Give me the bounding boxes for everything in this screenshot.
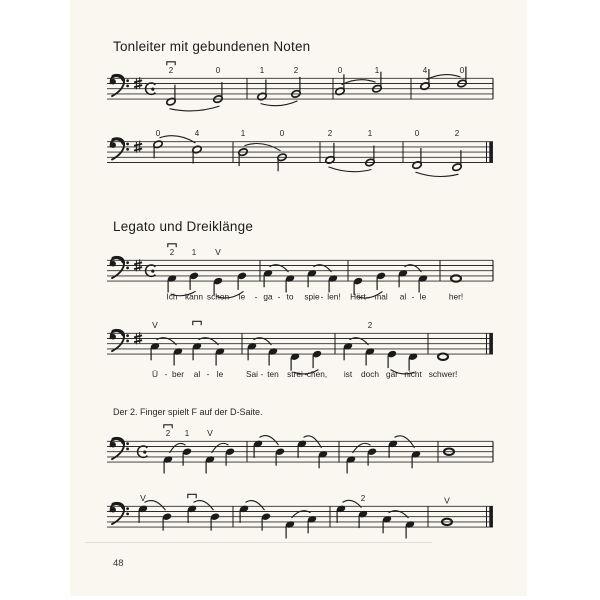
bass-clef-dot-icon	[126, 79, 129, 82]
lyric-syllable: her!	[448, 291, 464, 302]
bass-clef-icon	[113, 75, 123, 79]
slur	[261, 101, 298, 106]
sharp-icon	[134, 149, 142, 151]
bass-clef-dot-icon	[126, 143, 129, 146]
bass-clef-dot-icon	[126, 513, 129, 516]
lyric-syllable: -	[304, 369, 308, 379]
lyric-syllable: le	[238, 291, 246, 302]
fingering-label: 0	[459, 65, 465, 75]
lyric-syllable: nicht	[404, 369, 422, 379]
system-4	[107, 320, 493, 379]
bass-clef-icon	[113, 330, 123, 334]
instruction-text: Der 2. Finger spielt F auf der D-Saite.	[113, 407, 263, 417]
downbow-icon	[188, 494, 196, 498]
fingering-label: 2	[360, 493, 366, 503]
slur	[427, 75, 461, 80]
lyric-syllable: -	[320, 291, 324, 302]
upbow-icon: V	[152, 319, 158, 330]
lyric-syllable: gar	[386, 369, 398, 379]
lyric-syllable: -	[411, 291, 415, 302]
downbow-icon	[193, 321, 201, 325]
fingering-label: 1	[367, 129, 373, 139]
section-title-tonleiter: Tonleiter mit gebundenen Noten	[113, 39, 311, 54]
fingering-label: 2	[168, 65, 174, 75]
fingering-label: 0	[215, 65, 221, 75]
lyric-syllable: kann	[185, 291, 203, 302]
upbow-icon: V	[215, 246, 221, 257]
fingering-label: 2	[169, 247, 175, 257]
sharp-icon	[134, 262, 142, 264]
lyric-syllable: len!	[327, 291, 341, 302]
system-3	[107, 244, 493, 302]
bass-clef-icon	[113, 139, 123, 143]
upbow-icon: V	[207, 427, 213, 438]
fingering-label: 4	[194, 129, 200, 139]
lyric-syllable: mal	[374, 291, 388, 302]
system-1	[107, 62, 493, 111]
slur	[145, 501, 166, 511]
fingering-label: 0	[414, 129, 420, 139]
whole-note	[438, 354, 448, 360]
sharp-icon	[134, 85, 142, 87]
lyric-syllable: -	[164, 369, 168, 379]
lyric-syllable: chen,	[306, 369, 328, 379]
fingering-label: 1	[259, 65, 265, 75]
lyric-syllable: -	[260, 369, 264, 379]
fingering-label: 1	[374, 65, 380, 75]
page-number: 48	[113, 558, 124, 569]
sharp-icon	[134, 80, 142, 82]
page-crease-line	[85, 542, 432, 543]
fingering-label: 0	[337, 65, 343, 75]
slur	[304, 436, 322, 448]
lyric-syllable: strei	[287, 369, 303, 379]
upbow-icon: V	[444, 495, 450, 506]
slur	[416, 172, 459, 176]
common-time-icon	[151, 270, 154, 273]
whole-note	[451, 275, 461, 281]
bass-clef-dot-icon	[126, 448, 129, 451]
lyric-syllable: ga	[263, 291, 273, 302]
lyric-syllable: ber	[172, 369, 184, 379]
sharp-icon	[134, 335, 142, 337]
lyric-syllable: Hört	[350, 291, 366, 302]
final-barline	[489, 142, 493, 163]
sharp-icon	[134, 340, 142, 342]
common-time-icon	[143, 451, 146, 454]
fingering-label: 0	[155, 129, 161, 139]
fingering-label: 2	[454, 129, 460, 139]
downbow-icon	[167, 62, 175, 66]
lyric-syllable: -	[206, 369, 210, 379]
bass-clef-dot-icon	[126, 261, 129, 264]
lyric-syllable: ten	[267, 369, 279, 379]
slur	[342, 80, 376, 85]
fingering-label: 0	[279, 129, 285, 139]
lyric-syllable: ist	[343, 369, 353, 379]
system-5	[107, 425, 493, 474]
downbow-icon	[164, 425, 172, 429]
bass-clef-dot-icon	[126, 442, 129, 445]
lyric-syllable: doch	[361, 369, 379, 379]
slur	[329, 167, 372, 172]
lyric-syllable: schon	[206, 291, 230, 302]
fingering-label: 1	[191, 247, 197, 257]
slur	[246, 501, 265, 511]
lyric-syllable: le	[216, 369, 224, 379]
section-title-legato: Legato und Dreiklänge	[113, 219, 254, 234]
fingering-label: 2	[367, 320, 373, 330]
lyric-syllable: al	[193, 369, 201, 379]
upbow-icon: V	[140, 492, 146, 503]
final-barline	[489, 333, 493, 354]
slur	[194, 501, 214, 511]
slur	[170, 106, 220, 111]
final-barline	[489, 506, 493, 527]
fingering-label: 2	[327, 129, 333, 139]
sharp-icon	[134, 144, 142, 146]
lyric-syllable: schwer!	[428, 369, 458, 379]
lyric-syllable: Ich	[166, 291, 178, 302]
bass-clef-icon	[113, 438, 123, 442]
downbow-icon	[168, 244, 176, 248]
common-time-icon	[151, 88, 154, 91]
bass-clef-dot-icon	[126, 148, 129, 151]
fingering-label: 2	[165, 428, 171, 438]
lyric-syllable: le	[419, 291, 427, 302]
bass-clef-dot-icon	[126, 267, 129, 270]
lyric-syllable: spie	[304, 291, 320, 302]
lyric-syllable: -	[277, 291, 281, 302]
bass-clef-icon	[113, 503, 123, 507]
bass-clef-dot-icon	[126, 334, 129, 337]
slur	[395, 436, 415, 448]
lyric-syllable: al	[399, 291, 407, 302]
system-6	[107, 493, 493, 539]
fingering-label: 2	[293, 65, 299, 75]
fingering-label: 4	[422, 65, 428, 75]
slur	[260, 436, 279, 446]
bass-clef-dot-icon	[126, 85, 129, 88]
bass-clef-dot-icon	[126, 340, 129, 343]
fingering-label: 1	[184, 428, 190, 438]
lyric-syllable: Sai	[246, 369, 258, 379]
fingering-label: 1	[240, 129, 246, 139]
lyric-syllable: to	[286, 291, 294, 302]
lyric-syllable: Ü	[152, 369, 158, 379]
sharp-icon	[134, 267, 142, 269]
system-2	[107, 129, 493, 176]
lyric-syllable: -	[254, 291, 258, 302]
bass-clef-dot-icon	[126, 507, 129, 510]
bass-clef-icon	[113, 257, 123, 261]
